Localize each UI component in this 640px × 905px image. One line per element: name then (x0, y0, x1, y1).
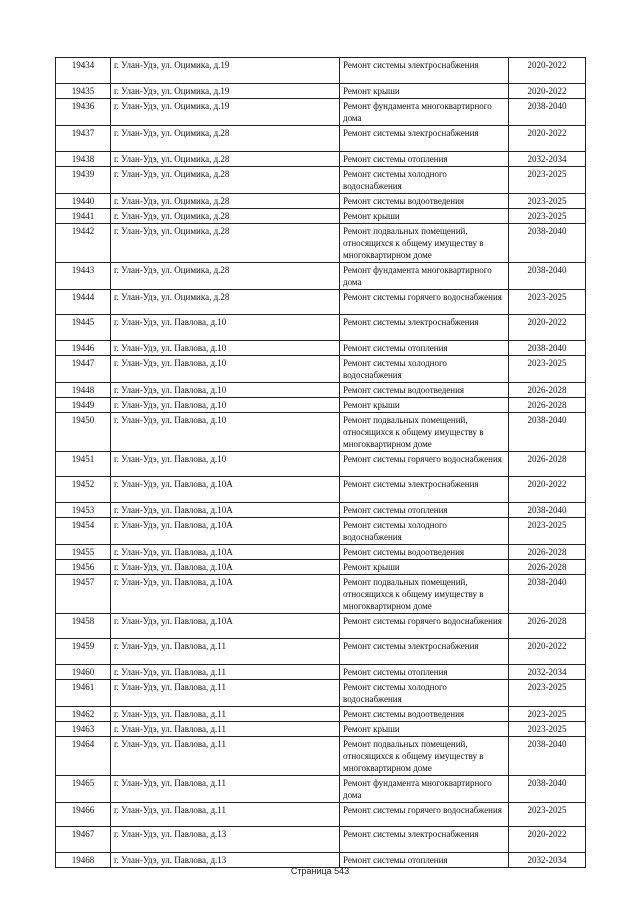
row-address-cell: г. Улан-Удэ, ул. Павлова, д.10 (111, 452, 340, 477)
row-id-cell: 19455 (56, 545, 111, 560)
row-work-cell: Ремонт подвальных помещений, относящихся к общему имуществу в многоквартирном доме (340, 224, 509, 263)
row-period-cell: 2026-2028 (509, 383, 586, 398)
row-id-cell: 19461 (56, 680, 111, 707)
row-work-cell: Ремонт системы холодного водоснабжения (340, 356, 509, 383)
row-period-cell: 2023-2025 (509, 803, 586, 827)
row-id-cell: 19458 (56, 614, 111, 639)
table-row (56, 398, 586, 413)
table-row (56, 803, 586, 827)
row-address-cell: г. Улан-Удэ, ул. Павлова, д.10А (111, 477, 340, 503)
row-period-cell: 2032-2034 (509, 152, 586, 167)
row-address-cell: г. Улан-Удэ, ул. Павлова, д.13 (111, 827, 340, 853)
row-period-cell: 2038-2040 (509, 737, 586, 776)
table-row (56, 315, 586, 341)
row-id-cell: 19442 (56, 224, 111, 263)
table-row (56, 575, 586, 614)
table-row (56, 680, 586, 707)
row-period-cell: 2038-2040 (509, 263, 586, 290)
row-address-cell: г. Улан-Удэ, ул. Павлова, д.10А (111, 545, 340, 560)
row-address-cell: г. Улан-Удэ, ул. Оцимика, д.28 (111, 152, 340, 167)
row-work-cell: Ремонт системы горячего водоснабжения (340, 614, 509, 639)
row-address-cell: г. Улан-Удэ, ул. Павлова, д.10А (111, 614, 340, 639)
row-work-cell: Ремонт фундамента многоквартирного дома (340, 99, 509, 126)
row-id-cell: 19454 (56, 518, 111, 545)
table-row (56, 290, 586, 315)
row-work-cell: Ремонт системы отопления (340, 152, 509, 167)
row-id-cell: 19447 (56, 356, 111, 383)
row-work-cell: Ремонт системы электроснабжения (340, 827, 509, 853)
table-row (56, 452, 586, 477)
page-number: Страница 543 (290, 866, 350, 876)
row-id-cell: 19443 (56, 263, 111, 290)
row-id-cell: 19452 (56, 477, 111, 503)
row-period-cell: 2038-2040 (509, 575, 586, 614)
row-id-cell: 19463 (56, 722, 111, 737)
row-address-cell: г. Улан-Удэ, ул. Павлова, д.10 (111, 398, 340, 413)
row-period-cell: 2023-2025 (509, 167, 586, 194)
row-work-cell: Ремонт подвальных помещений, относящихся к общему имуществу в многоквартирном доме (340, 575, 509, 614)
row-work-cell: Ремонт крыши (340, 722, 509, 737)
table-row (56, 99, 586, 126)
row-period-cell: 2020-2022 (509, 639, 586, 665)
row-period-cell: 2026-2028 (509, 452, 586, 477)
table-row (56, 126, 586, 152)
row-work-cell: Ремонт системы холодного водоснабжения (340, 518, 509, 545)
row-address-cell: г. Улан-Удэ, ул. Оцимика, д.28 (111, 263, 340, 290)
row-work-cell: Ремонт системы отопления (340, 341, 509, 356)
row-id-cell: 19465 (56, 776, 111, 803)
table-row (56, 341, 586, 356)
row-period-cell: 2020-2022 (509, 827, 586, 853)
row-work-cell: Ремонт системы водоотведения (340, 707, 509, 722)
row-id-cell: 19464 (56, 737, 111, 776)
row-work-cell: Ремонт системы отопления (340, 853, 509, 868)
row-period-cell: 2032-2034 (509, 665, 586, 680)
row-id-cell: 19462 (56, 707, 111, 722)
row-id-cell: 19456 (56, 560, 111, 575)
row-work-cell: Ремонт системы электроснабжения (340, 639, 509, 665)
row-period-cell: 2026-2028 (509, 614, 586, 639)
row-work-cell: Ремонт системы отопления (340, 665, 509, 680)
row-work-cell: Ремонт системы горячего водоснабжения (340, 803, 509, 827)
row-period-cell: 2023-2025 (509, 194, 586, 209)
row-id-cell: 19451 (56, 452, 111, 477)
row-work-cell: Ремонт системы водоотведения (340, 545, 509, 560)
row-id-cell: 19450 (56, 413, 111, 452)
row-id-cell: 19457 (56, 575, 111, 614)
row-id-cell: 19440 (56, 194, 111, 209)
table-row (56, 518, 586, 545)
table-row (56, 84, 586, 99)
row-work-cell: Ремонт системы горячего водоснабжения (340, 290, 509, 315)
row-id-cell: 19446 (56, 341, 111, 356)
row-work-cell: Ремонт системы электроснабжения (340, 315, 509, 341)
repair-schedule-table (55, 57, 586, 868)
row-period-cell: 2032-2034 (509, 853, 586, 868)
row-id-cell: 19438 (56, 152, 111, 167)
table-row (56, 263, 586, 290)
row-period-cell: 2020-2022 (509, 477, 586, 503)
row-period-cell: 2038-2040 (509, 99, 586, 126)
row-id-cell: 19466 (56, 803, 111, 827)
table-row (56, 477, 586, 503)
table-row (56, 167, 586, 194)
row-work-cell: Ремонт системы отопления (340, 503, 509, 518)
row-work-cell: Ремонт подвальных помещений, относящихся к общему имуществу в многоквартирном доме (340, 737, 509, 776)
table-row (56, 737, 586, 776)
row-work-cell: Ремонт крыши (340, 560, 509, 575)
table-row (56, 209, 586, 224)
row-work-cell: Ремонт системы водоотведения (340, 383, 509, 398)
row-address-cell: г. Улан-Удэ, ул. Оцимика, д.28 (111, 126, 340, 152)
row-address-cell: г. Улан-Удэ, ул. Павлова, д.11 (111, 737, 340, 776)
row-period-cell: 2023-2025 (509, 518, 586, 545)
row-period-cell: 2023-2025 (509, 680, 586, 707)
row-period-cell: 2020-2022 (509, 315, 586, 341)
row-id-cell: 19444 (56, 290, 111, 315)
table-row (56, 639, 586, 665)
row-work-cell: Ремонт системы водоотведения (340, 194, 509, 209)
row-work-cell: Ремонт крыши (340, 209, 509, 224)
table-row (56, 827, 586, 853)
row-period-cell: 2038-2040 (509, 413, 586, 452)
row-work-cell: Ремонт системы холодного водоснабжения (340, 680, 509, 707)
row-address-cell: г. Улан-Удэ, ул. Павлова, д.10А (111, 560, 340, 575)
row-address-cell: г. Улан-Удэ, ул. Павлова, д.11 (111, 722, 340, 737)
row-period-cell: 2023-2025 (509, 707, 586, 722)
row-address-cell: г. Улан-Удэ, ул. Павлова, д.11 (111, 776, 340, 803)
row-period-cell: 2038-2040 (509, 341, 586, 356)
row-work-cell: Ремонт фундамента многоквартирного дома (340, 776, 509, 803)
row-address-cell: г. Улан-Удэ, ул. Павлова, д.10А (111, 575, 340, 614)
row-period-cell: 2038-2040 (509, 776, 586, 803)
row-id-cell: 19434 (56, 58, 111, 84)
table-row (56, 722, 586, 737)
row-address-cell: г. Улан-Удэ, ул. Оцимика, д.28 (111, 290, 340, 315)
row-address-cell: г. Улан-Удэ, ул. Павлова, д.10 (111, 383, 340, 398)
row-address-cell: г. Улан-Удэ, ул. Павлова, д.10 (111, 315, 340, 341)
row-address-cell: г. Улан-Удэ, ул. Павлова, д.11 (111, 707, 340, 722)
row-work-cell: Ремонт крыши (340, 398, 509, 413)
row-period-cell: 2026-2028 (509, 398, 586, 413)
table-row (56, 560, 586, 575)
row-id-cell: 19436 (56, 99, 111, 126)
row-id-cell: 19445 (56, 315, 111, 341)
row-address-cell: г. Улан-Удэ, ул. Павлова, д.10А (111, 503, 340, 518)
row-work-cell: Ремонт системы электроснабжения (340, 58, 509, 84)
row-period-cell: 2020-2022 (509, 126, 586, 152)
row-id-cell: 19468 (56, 853, 111, 868)
row-address-cell: г. Улан-Удэ, ул. Павлова, д.10 (111, 356, 340, 383)
table-row (56, 545, 586, 560)
row-address-cell: г. Улан-Удэ, ул. Павлова, д.10А (111, 518, 340, 545)
table-row (56, 356, 586, 383)
table-row (56, 413, 586, 452)
row-period-cell: 2023-2025 (509, 722, 586, 737)
row-period-cell: 2023-2025 (509, 356, 586, 383)
row-work-cell: Ремонт подвальных помещений, относящихся к общему имуществу в многоквартирном доме (340, 413, 509, 452)
table-row (56, 194, 586, 209)
row-work-cell: Ремонт фундамента многоквартирного дома (340, 263, 509, 290)
row-id-cell: 19453 (56, 503, 111, 518)
table-row (56, 152, 586, 167)
row-period-cell: 2020-2022 (509, 84, 586, 99)
table-row (56, 503, 586, 518)
table-row (56, 614, 586, 639)
row-work-cell: Ремонт системы горячего водоснабжения (340, 452, 509, 477)
table-row (56, 58, 586, 84)
row-period-cell: 2038-2040 (509, 503, 586, 518)
row-address-cell: г. Улан-Удэ, ул. Оцимика, д.19 (111, 84, 340, 99)
row-address-cell: г. Улан-Удэ, ул. Оцимика, д.19 (111, 58, 340, 84)
row-id-cell: 19437 (56, 126, 111, 152)
row-work-cell: Ремонт крыши (340, 84, 509, 99)
row-work-cell: Ремонт системы электроснабжения (340, 477, 509, 503)
row-id-cell: 19435 (56, 84, 111, 99)
row-id-cell: 19459 (56, 639, 111, 665)
row-address-cell: г. Улан-Удэ, ул. Оцимика, д.28 (111, 167, 340, 194)
row-period-cell: 2038-2040 (509, 224, 586, 263)
row-period-cell: 2026-2028 (509, 560, 586, 575)
row-period-cell: 2023-2025 (509, 290, 586, 315)
row-work-cell: Ремонт системы холодного водоснабжения (340, 167, 509, 194)
row-id-cell: 19448 (56, 383, 111, 398)
row-address-cell: г. Улан-Удэ, ул. Павлова, д.11 (111, 665, 340, 680)
row-address-cell: г. Улан-Удэ, ул. Оцимика, д.28 (111, 209, 340, 224)
table-row (56, 665, 586, 680)
row-address-cell: г. Улан-Удэ, ул. Павлова, д.11 (111, 680, 340, 707)
row-address-cell: г. Улан-Удэ, ул. Оцимика, д.19 (111, 99, 340, 126)
row-address-cell: г. Улан-Удэ, ул. Павлова, д.13 (111, 853, 340, 868)
row-id-cell: 19467 (56, 827, 111, 853)
row-address-cell: г. Улан-Удэ, ул. Оцимика, д.28 (111, 224, 340, 263)
row-address-cell: г. Улан-Удэ, ул. Павлова, д.11 (111, 639, 340, 665)
row-period-cell: 2023-2025 (509, 209, 586, 224)
row-address-cell: г. Улан-Удэ, ул. Оцимика, д.28 (111, 194, 340, 209)
row-id-cell: 19449 (56, 398, 111, 413)
row-work-cell: Ремонт системы электроснабжения (340, 126, 509, 152)
table-row (56, 707, 586, 722)
row-period-cell: 2026-2028 (509, 545, 586, 560)
row-address-cell: г. Улан-Удэ, ул. Павлова, д.10 (111, 413, 340, 452)
row-id-cell: 19460 (56, 665, 111, 680)
table-body (56, 58, 586, 868)
table-row (56, 383, 586, 398)
table-row (56, 776, 586, 803)
row-id-cell: 19439 (56, 167, 111, 194)
row-id-cell: 19441 (56, 209, 111, 224)
table-row (56, 224, 586, 263)
row-period-cell: 2020-2022 (509, 58, 586, 84)
row-address-cell: г. Улан-Удэ, ул. Павлова, д.10 (111, 341, 340, 356)
row-address-cell: г. Улан-Удэ, ул. Павлова, д.11 (111, 803, 340, 827)
